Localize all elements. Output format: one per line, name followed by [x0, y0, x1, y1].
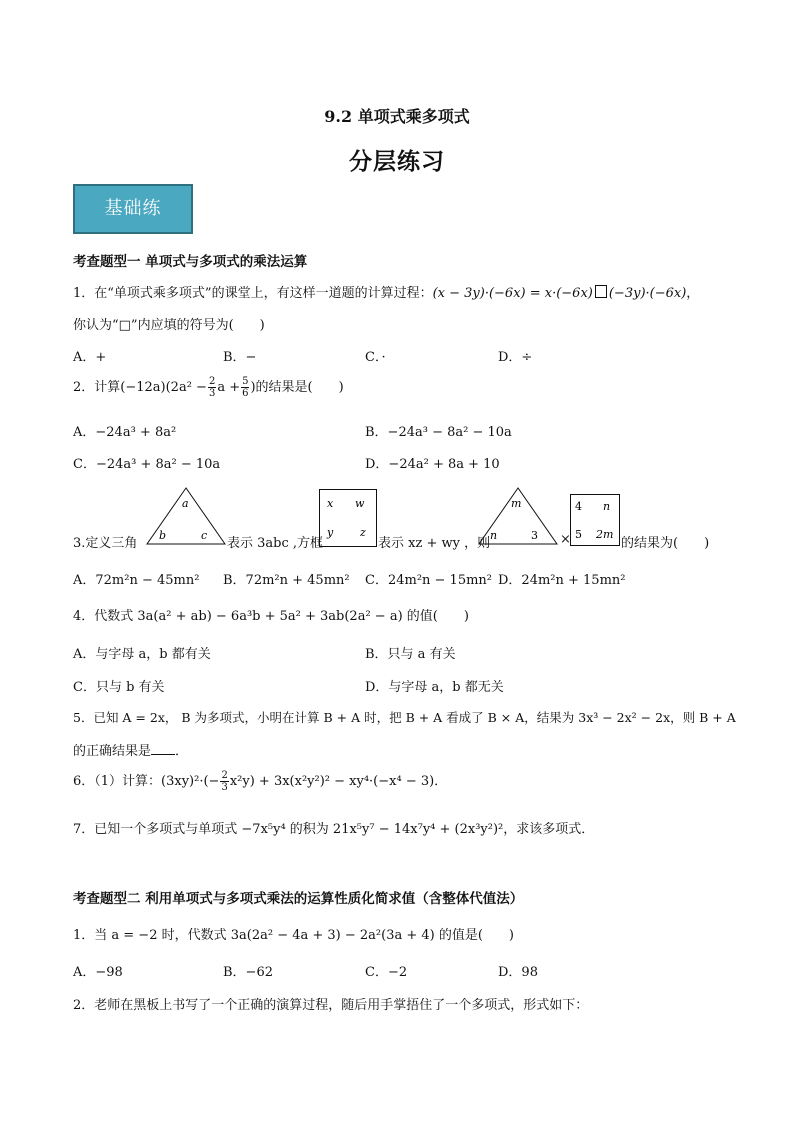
box2-tr: n — [603, 500, 611, 513]
q5-line2-end: ． — [175, 744, 189, 759]
q2-fraction-2: $\frac{5}{6}$ — [242, 376, 249, 399]
tri1-right: c — [201, 529, 208, 542]
box1-tr: w — [355, 497, 365, 510]
document-subtitle: 分层练习 — [349, 148, 445, 175]
q2-option-a: A．−24a³ + 8a² — [73, 425, 177, 440]
level-badge: 基础练 — [73, 184, 193, 234]
section-heading-2: 考查题型二 利用单项式与多项式乘法的运算性质化简求值（含整体代值法） — [73, 891, 524, 907]
q2-prefix: 2．计算(−12a)(2a² − — [73, 380, 207, 395]
s2-q1-option-c: C．−2 — [365, 965, 408, 980]
q1-option-a: A．+ — [73, 350, 107, 365]
q1-expr-tail: (−3y)·(−6x) — [608, 286, 687, 301]
answer-blank — [151, 754, 175, 755]
q1-option-d: D．÷ — [498, 350, 533, 365]
q3-text-2: 表示 3abc ,方框 — [227, 536, 324, 551]
q3-option-a: A．72m²n − 45mn² — [73, 573, 200, 588]
q4-option-c: C．只与 b 有关 — [73, 680, 165, 695]
q3-text-4: 的结果为( ) — [621, 536, 710, 551]
q3-text-3: 表示 xz + wy ，则 — [378, 536, 491, 551]
q3-option-d: D．24m²n + 15mn² — [498, 573, 626, 588]
q2-suffix: )的结果是( ) — [250, 380, 344, 395]
tri1-top: a — [182, 497, 189, 510]
q4-option-d: D．与字母 a，b 都无关 — [365, 680, 504, 695]
q4-stem: 4．代数式 3a(a² + ab) − 6a³b + 5a² + 3ab(2a² − a) 的值( ) — [73, 609, 469, 624]
q3-option-c: C．24m²n − 15mn² — [365, 573, 493, 588]
box-4n52m-diagram — [570, 494, 620, 546]
q2-option-b: B．−24a³ − 8a² − 10a — [365, 425, 512, 440]
s2-q1-option-b: B．−62 — [223, 965, 273, 980]
q2-mid: a + — [217, 380, 241, 395]
triangle-mn3-diagram — [477, 486, 559, 546]
q1-option-c: C．· — [365, 350, 386, 365]
q5-line1: 5．已知 A = 2x， B 为多项式，小明在计算 B + A 时，把 B + A 看成了 B × A，结果为 3x³ − 2x² − 2x，则 B + A — [73, 710, 736, 725]
q3-text-1: 3.定义三角 — [73, 536, 138, 551]
q3-times: × — [560, 532, 571, 547]
q2-option-d: D．−24a² + 8a + 10 — [365, 457, 500, 472]
box1-tl: x — [327, 497, 334, 510]
section-heading-1: 考查题型一 单项式与多项式的乘法运算 — [73, 254, 308, 270]
box2-br: 2m — [596, 528, 614, 541]
s2-q2-stem: 2．老师在黑板上书写了一个正确的演算过程，随后用手掌捂住了一个多项式，形式如下： — [73, 998, 589, 1013]
box1-br: z — [360, 526, 366, 539]
q4-option-a: A．与字母 a，b 都有关 — [73, 647, 211, 662]
box1-bl: y — [327, 526, 334, 539]
q4-option-b: B．只与 a 有关 — [365, 647, 456, 662]
q2-stem — [73, 376, 344, 399]
q5-line2-text: 的正确结果是 — [73, 744, 152, 759]
box2-bl: 5 — [575, 528, 582, 541]
q7-stem: 7．已知一个多项式与单项式 −7x⁵y⁴ 的积为 21x⁵y⁷ − 14x⁷y⁴ + (2x³y²)²，求该多项式． — [73, 822, 595, 837]
s2-q1-stem: 1．当 a = −2 时，代数式 3a(2a² − 4a + 3) − 2a²(3a + 4) 的值是( ) — [73, 928, 515, 943]
s2-q1-option-d: D．98 — [498, 965, 538, 980]
q2-option-c: C．−24a³ + 8a² − 10a — [73, 457, 221, 472]
q1-option-b: B．− — [223, 350, 257, 365]
triangle-abc-diagram — [145, 486, 227, 546]
q5-line2 — [73, 740, 188, 759]
box-xwyz-diagram — [319, 489, 377, 547]
tri2-left: n — [490, 529, 498, 542]
q6-stem — [73, 770, 447, 793]
tri2-right: 3 — [531, 529, 538, 542]
tri1-left: b — [159, 529, 167, 542]
q1-line2: 你认为“□”内应填的符号为( ) — [73, 318, 265, 333]
q1-expr: (x − 3y)·(−6x) = x·(−6x) — [432, 286, 593, 301]
document-title: 9.2 单项式乘多项式 — [324, 107, 470, 126]
blank-box-icon — [595, 285, 607, 298]
q1-text: 1．在“单项式乘多项式”的课堂上，有这样一道题的计算过程： — [73, 286, 433, 301]
q3-option-b: B．72m²n + 45mn² — [223, 573, 350, 588]
s2-q1-option-a: A．−98 — [73, 965, 123, 980]
q6-suffix: x²y) + 3x(x²y²)² − xy⁴·(−x⁴ − 3)． — [229, 774, 448, 789]
q2-fraction-1: $\frac{2}{3}$ — [208, 376, 216, 399]
q6-prefix: 6．（1）计算：(3xy)²·(− — [73, 774, 220, 789]
tri2-top: m — [511, 497, 522, 510]
q6-fraction: $\frac{2}{3}$ — [221, 770, 228, 793]
q1-line1: 1．在“单项式乘多项式”的课堂上，有这样一道题的计算过程：(x − 3y)·(−6x) = x·(−6x) (−3y)·(−6x)， — [73, 286, 700, 301]
box2-tl: 4 — [575, 500, 582, 513]
